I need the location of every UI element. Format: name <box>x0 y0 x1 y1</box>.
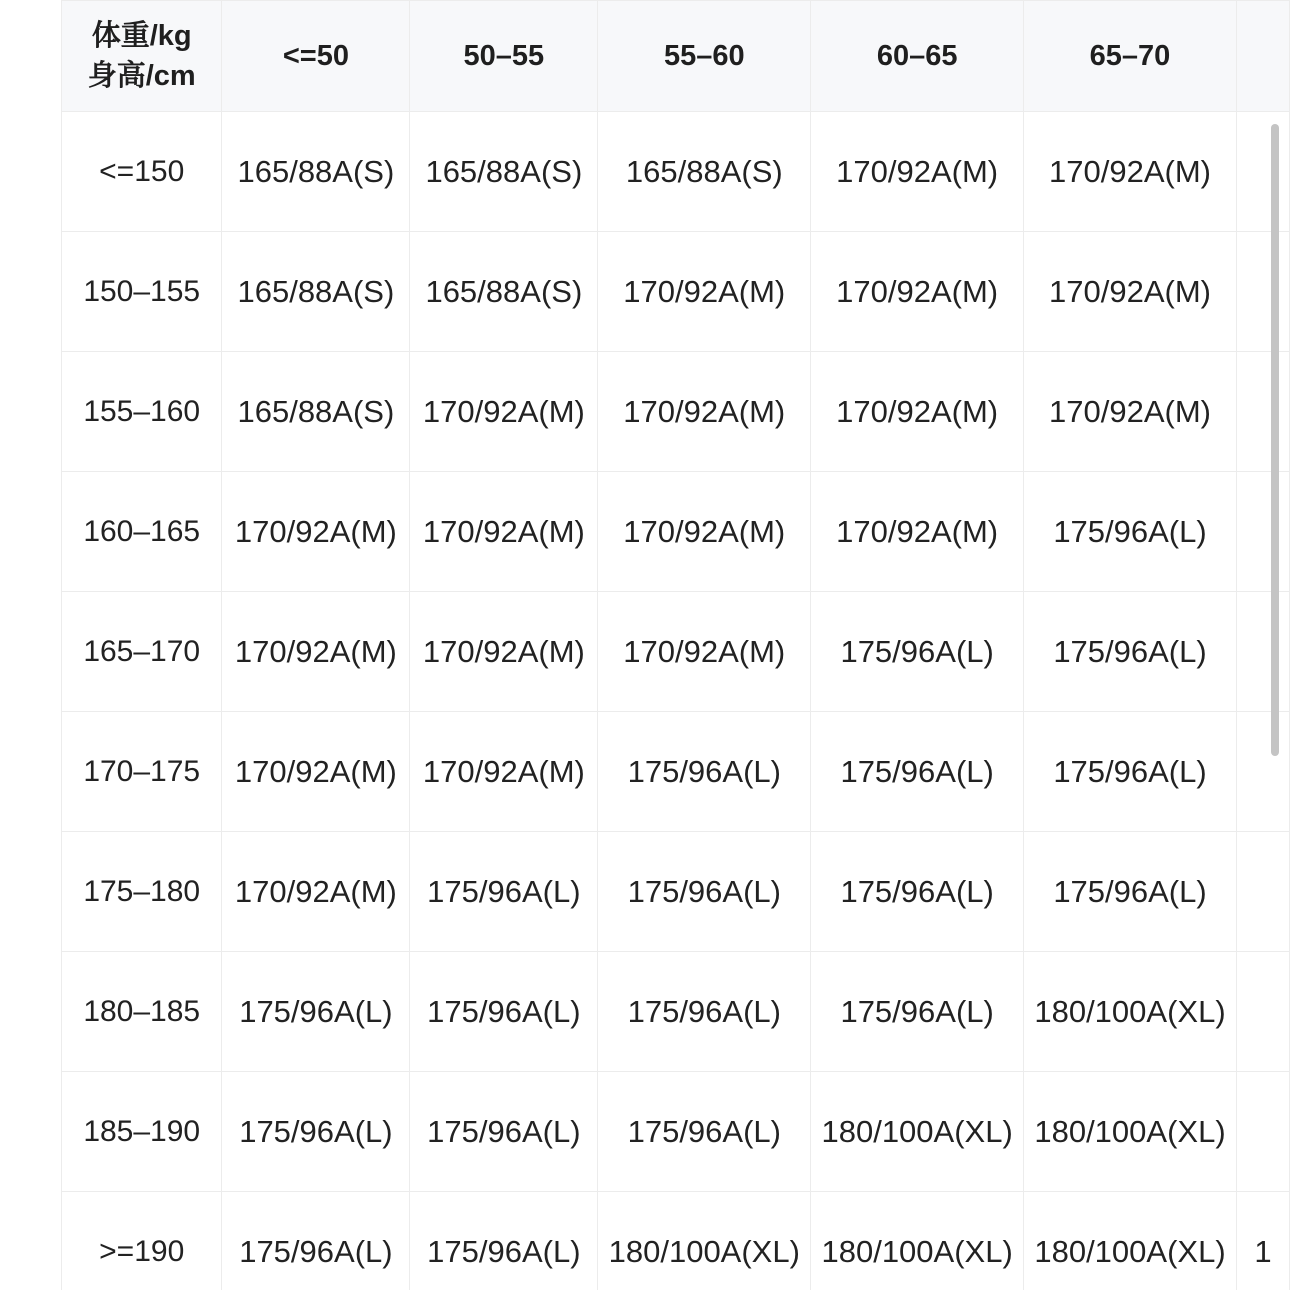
height-range-cell: 175–180 <box>62 832 222 952</box>
size-cell: 170/92A(M) <box>811 232 1024 352</box>
size-cell-partial <box>1236 952 1289 1072</box>
size-chart-table <box>61 0 1290 1290</box>
size-cell: 175/96A(L) <box>811 712 1024 832</box>
size-cell: 175/96A(L) <box>811 832 1024 952</box>
size-cell-partial <box>1236 592 1289 712</box>
size-cell: 175/96A(L) <box>598 1072 811 1192</box>
size-cell: 175/96A(L) <box>1024 592 1237 712</box>
height-axis-label: 身高/cm <box>87 60 196 92</box>
height-range-cell: 165–170 <box>62 592 222 712</box>
size-cell: 175/96A(L) <box>598 832 811 952</box>
size-cell: 170/92A(M) <box>811 352 1024 472</box>
table-row <box>62 592 1290 712</box>
size-cell: 175/96A(L) <box>410 1072 598 1192</box>
size-cell: 175/96A(L) <box>598 952 811 1072</box>
size-cell: 180/100A(XL) <box>811 1192 1024 1290</box>
size-cell: 170/92A(M) <box>1024 232 1237 352</box>
size-cell: 175/96A(L) <box>1024 832 1237 952</box>
weight-header-cell: 65–70 <box>1024 1 1237 112</box>
height-range-cell: <=150 <box>62 112 222 232</box>
size-cell: 175/96A(L) <box>811 952 1024 1072</box>
size-cell: 170/92A(M) <box>410 712 598 832</box>
weight-header-cell: 50–55 <box>410 1 598 112</box>
size-cell-partial <box>1236 112 1289 232</box>
size-cell: 170/92A(M) <box>410 472 598 592</box>
height-range-cell: 185–190 <box>62 1072 222 1192</box>
weight-header-cell: <=50 <box>222 1 410 112</box>
weight-axis-label: 体重/kg <box>91 20 192 52</box>
size-cell: 175/96A(L) <box>1024 712 1237 832</box>
size-cell-partial <box>1236 832 1289 952</box>
size-cell: 165/88A(S) <box>222 232 410 352</box>
corner-header-cell <box>62 1 222 112</box>
table-row <box>62 1192 1290 1290</box>
size-cell: 165/88A(S) <box>410 112 598 232</box>
size-cell: 175/96A(L) <box>222 1192 410 1290</box>
table-row <box>62 472 1290 592</box>
size-cell: 175/96A(L) <box>410 1192 598 1290</box>
size-cell: 170/92A(M) <box>811 112 1024 232</box>
size-cell-partial <box>1236 712 1289 832</box>
size-cell: 180/100A(XL) <box>1024 1192 1237 1290</box>
table-row <box>62 352 1290 472</box>
height-range-cell: 180–185 <box>62 952 222 1072</box>
size-cell: 170/92A(M) <box>811 472 1024 592</box>
table-row <box>62 952 1290 1072</box>
weight-header-cell: 55–60 <box>598 1 811 112</box>
size-cell: 170/92A(M) <box>410 592 598 712</box>
size-cell: 170/92A(M) <box>222 472 410 592</box>
height-range-cell: 160–165 <box>62 472 222 592</box>
size-cell: 175/96A(L) <box>1024 472 1237 592</box>
size-cell: 165/88A(S) <box>598 112 811 232</box>
size-cell: 175/96A(L) <box>410 832 598 952</box>
size-cell-partial <box>1236 1072 1289 1192</box>
size-cell: 170/92A(M) <box>222 832 410 952</box>
size-cell: 180/100A(XL) <box>598 1192 811 1290</box>
size-cell: 170/92A(M) <box>1024 352 1237 472</box>
size-cell: 170/92A(M) <box>598 592 811 712</box>
size-cell: 180/100A(XL) <box>811 1072 1024 1192</box>
size-cell: 170/92A(M) <box>222 592 410 712</box>
size-cell: 165/88A(S) <box>222 112 410 232</box>
header-row <box>62 1 1290 112</box>
size-cell: 170/92A(M) <box>598 472 811 592</box>
size-cell-partial <box>1236 352 1289 472</box>
weight-header-cell: 60–65 <box>811 1 1024 112</box>
size-cell: 175/96A(L) <box>222 952 410 1072</box>
table-row <box>62 112 1290 232</box>
size-cell: 175/96A(L) <box>598 712 811 832</box>
height-range-cell: 155–160 <box>62 352 222 472</box>
size-cell-partial <box>1236 232 1289 352</box>
size-cell: 180/100A(XL) <box>1024 952 1237 1072</box>
height-range-cell: >=190 <box>62 1192 222 1290</box>
size-cell: 170/92A(M) <box>410 352 598 472</box>
size-cell-partial: 1 <box>1236 1192 1289 1290</box>
size-cell: 175/96A(L) <box>222 1072 410 1192</box>
size-cell: 165/88A(S) <box>222 352 410 472</box>
size-cell: 165/88A(S) <box>410 232 598 352</box>
size-cell: 175/96A(L) <box>410 952 598 1072</box>
size-cell: 175/96A(L) <box>811 592 1024 712</box>
height-range-cell: 170–175 <box>62 712 222 832</box>
height-range-cell: 150–155 <box>62 232 222 352</box>
table-row <box>62 712 1290 832</box>
vertical-scrollbar[interactable] <box>1271 124 1279 756</box>
size-cell: 170/92A(M) <box>598 232 811 352</box>
size-cell: 170/92A(M) <box>1024 112 1237 232</box>
table-row <box>62 832 1290 952</box>
size-cell: 170/92A(M) <box>598 352 811 472</box>
size-cell: 180/100A(XL) <box>1024 1072 1237 1192</box>
table-row <box>62 1072 1290 1192</box>
size-cell: 170/92A(M) <box>222 712 410 832</box>
size-cell-partial <box>1236 472 1289 592</box>
table-row <box>62 232 1290 352</box>
weight-header-cell-partial <box>1236 1 1289 112</box>
